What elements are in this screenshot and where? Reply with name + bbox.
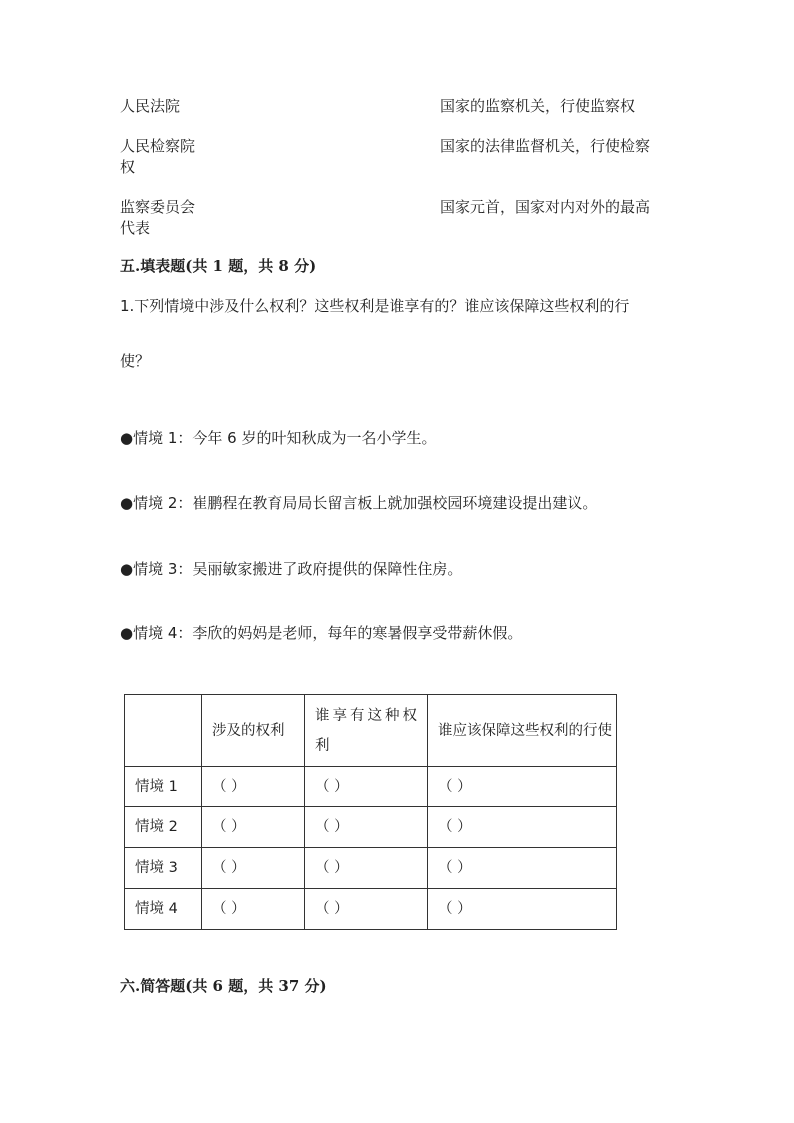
blank-rights[interactable]: （ ） — [202, 889, 305, 930]
blank-who-enjoys[interactable]: （ ） — [305, 807, 428, 848]
match-overflow-1: 权 — [120, 158, 136, 176]
question-line-2: 使？ — [120, 352, 151, 370]
header-rights: 涉及的权利 — [202, 695, 305, 767]
blank-who-enjoys[interactable]: （ ） — [305, 848, 428, 889]
match-right-2: 国家的法律监督机关，行使检察 — [440, 137, 651, 155]
scenario-3: ●情境 3：吴丽敏家搬进了政府提供的保障性住房。 — [120, 560, 463, 578]
header-who-guarantees: 谁应该保障这些权利的行使 — [428, 695, 617, 767]
blank-rights[interactable]: （ ） — [202, 807, 305, 848]
match-right-3: 国家元首，国家对内对外的最高 — [440, 198, 651, 216]
table-header-row — [125, 695, 617, 767]
row-label: 情境 2 — [125, 807, 202, 848]
scenario-2: ●情境 2：崔鹏程在教育局局长留言板上就加强校园环境建设提出建议。 — [120, 494, 598, 512]
match-right-1: 国家的监察机关，行使监察权 — [440, 97, 636, 115]
section6-title: 六.简答题(共 6 题，共 37 分) — [120, 977, 327, 995]
row-label: 情境 4 — [125, 889, 202, 930]
question-line-1: 1.下列情境中涉及什么权利？这些权利是谁享有的？谁应该保障这些权利的行 — [120, 297, 630, 315]
blank-who-enjoys[interactable]: （ ） — [305, 767, 428, 807]
match-overflow-2: 代表 — [120, 219, 151, 237]
blank-rights[interactable]: （ ） — [202, 848, 305, 889]
match-left-2: 人民检察院 — [120, 137, 196, 155]
fill-table — [124, 694, 617, 930]
scenario-1: ●情境 1：今年 6 岁的叶知秋成为一名小学生。 — [120, 429, 437, 447]
blank-rights[interactable]: （ ） — [202, 767, 305, 807]
row-label: 情境 1 — [125, 767, 202, 807]
table-row — [125, 848, 617, 889]
match-left-3: 监察委员会 — [120, 198, 196, 216]
table-row — [125, 807, 617, 848]
header-who-enjoys: 谁享有这种权利 — [305, 695, 428, 767]
scenario-4: ●情境 4：李欣的妈妈是老师，每年的寒暑假享受带薪休假。 — [120, 624, 523, 642]
section5-title: 五.填表题(共 1 题，共 8 分) — [120, 257, 317, 275]
blank-who-guarantees[interactable]: （ ） — [428, 807, 617, 848]
table-row — [125, 767, 617, 807]
blank-who-enjoys[interactable]: （ ） — [305, 889, 428, 930]
match-left-1: 人民法院 — [120, 97, 181, 115]
header-empty — [125, 695, 202, 767]
blank-who-guarantees[interactable]: （ ） — [428, 848, 617, 889]
blank-who-guarantees[interactable]: （ ） — [428, 767, 617, 807]
row-label: 情境 3 — [125, 848, 202, 889]
table-row — [125, 889, 617, 930]
blank-who-guarantees[interactable]: （ ） — [428, 889, 617, 930]
